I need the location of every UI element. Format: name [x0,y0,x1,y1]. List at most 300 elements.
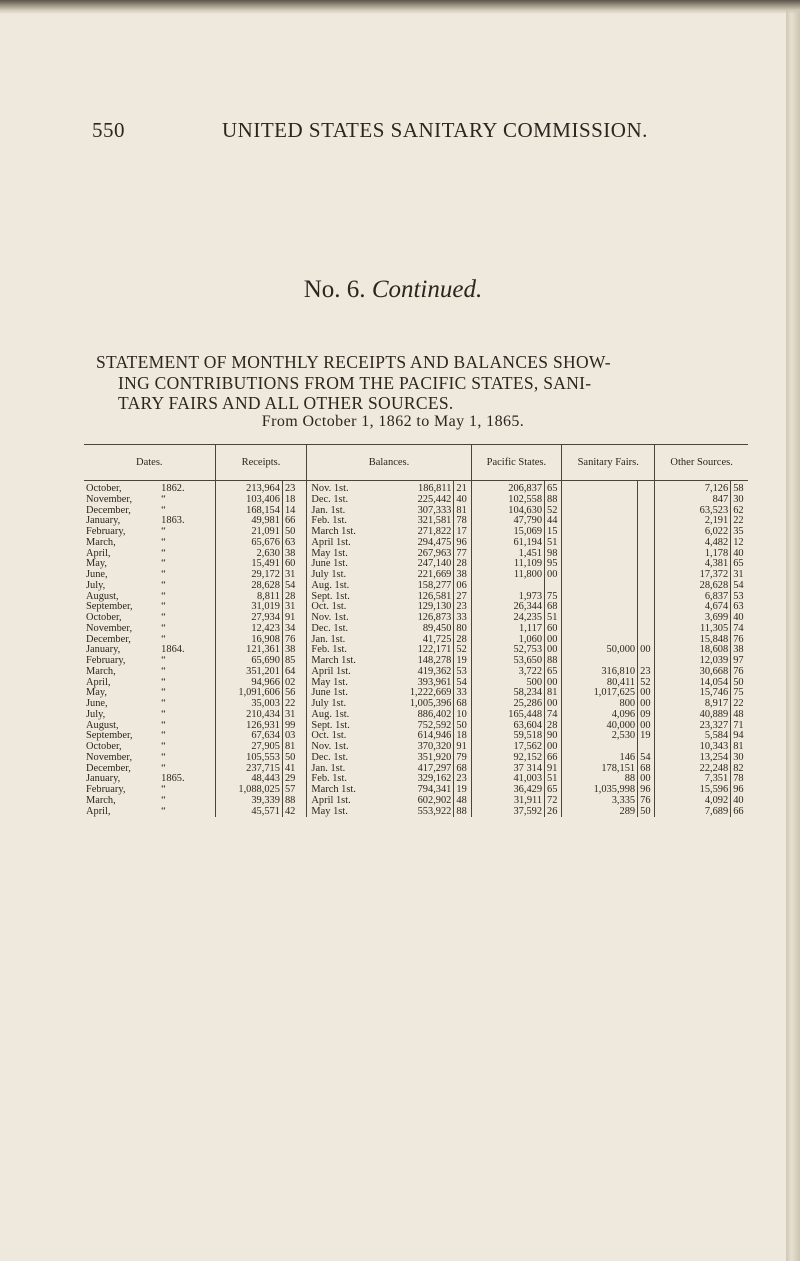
pacific-cents: 90 [545,731,562,742]
receipts-cents: 22 [282,699,299,710]
receipts-cents: 31 [282,602,299,613]
receipts-cents: 02 [282,678,299,689]
month-cell: June, [86,699,108,709]
table-row [84,645,748,656]
table-row [84,742,748,753]
receipts-cents: 18 [282,495,299,506]
pacific-dollars: 37,592 [471,807,544,818]
balance-cents: 27 [454,592,471,603]
pacific-cents: 60 [545,624,562,635]
month-cell: February, [86,785,126,795]
balance-dollars: 1,005,396 [409,699,452,709]
year-cell: “ [161,580,166,591]
year-cell: “ [161,656,166,666]
table-row [84,602,748,613]
balance-cents: 88 [454,807,471,818]
other-cents: 96 [731,785,748,796]
gap-cell [300,613,307,624]
balance-cents: 33 [454,688,471,699]
other-cents: 40 [731,796,748,807]
pacific-cents: 51 [545,538,562,549]
receipts-cents: 38 [282,645,299,656]
table-row [84,495,748,506]
receipts-dollars: 2,630 [215,549,282,560]
other-cents: 58 [731,481,748,495]
other-cents: 62 [731,506,748,517]
sanitary-cents: 09 [638,710,655,721]
section-title [0,276,786,304]
gap-cell [300,602,307,613]
gap-cell [300,481,307,495]
table-row [84,656,748,667]
balance-dollars: 126,873 [417,613,452,623]
year-cell: “ [161,548,166,559]
other-cents: 48 [731,710,748,721]
balance-dollars: 419,362 [417,666,452,677]
receipts-dollars: 39,339 [215,796,282,807]
gap-cell [300,721,307,732]
balance-dollars: 221,669 [417,570,452,580]
balance-dollars: 321,581 [417,516,452,527]
year-cell: “ [161,591,166,602]
other-cents: 30 [731,753,748,764]
other-cents: 97 [731,656,748,667]
other-dollars: 7,689 [655,807,731,818]
other-dollars: 4,092 [655,796,731,807]
other-cents: 76 [731,635,748,646]
receipts-dollars: 65,676 [215,538,282,549]
other-cents: 31 [731,570,748,581]
receipts-table [84,444,748,817]
year-cell: 1865. [161,774,185,785]
balance-date: June 1st. [307,688,380,699]
receipts-dollars: 15,491 [215,559,282,570]
other-dollars: 30,668 [655,667,731,678]
other-dollars: 15,848 [655,635,731,646]
pacific-dollars: 61,194 [471,538,544,549]
gap-cell [300,506,307,517]
other-dollars: 18,608 [655,645,731,656]
balance-date: Jan. 1st. [307,635,380,646]
pacific-cents: 91 [545,764,562,775]
sanitary-cents [638,481,655,495]
other-cents: 12 [731,538,748,549]
sanitary-cents: 00 [638,721,655,732]
year-cell: “ [161,806,166,817]
balance-date: July 1st. [307,570,380,581]
table-row [84,774,748,785]
sanitary-cents: 54 [638,753,655,764]
receipts-dollars: 45,571 [215,807,282,818]
balance-cents: 18 [454,731,471,742]
gap-cell [300,688,307,699]
gap-cell [199,527,215,538]
table-row [84,731,748,742]
sanitary-dollars [562,570,638,581]
balance-cents: 48 [454,796,471,807]
pacific-cents: 00 [545,742,562,753]
year-cell: “ [161,752,166,763]
other-cents: 76 [731,667,748,678]
balance-cents: 33 [454,613,471,624]
gap-cell [199,742,215,753]
gap-cell [300,624,307,635]
gap-cell [199,581,215,592]
receipts-dollars: 1,088,025 [215,785,282,796]
sanitary-cents [638,602,655,613]
balance-date: Sept. 1st. [307,721,380,732]
month-cell: September, [86,602,133,613]
receipts-cents: 88 [282,796,299,807]
year-cell: “ [161,570,166,580]
month-cell: April, [86,806,111,817]
pacific-dollars: 17,562 [471,742,544,753]
pacific-dollars: 102,558 [471,495,544,506]
balance-cents: 96 [454,538,471,549]
pacific-cents: 52 [545,506,562,517]
table-row [84,753,748,764]
receipts-dollars: 213,964 [215,481,282,495]
balance-date: Sept. 1st. [307,592,380,603]
sanitary-dollars [562,613,638,624]
gap-cell [300,742,307,753]
receipts-cents: 28 [282,592,299,603]
balance-cents: 28 [454,635,471,646]
sanitary-dollars: 316,810 [562,667,638,678]
receipts-dollars: 121,361 [215,645,282,656]
balance-cents: 80 [454,624,471,635]
pacific-dollars: 59,518 [471,731,544,742]
year-cell: “ [161,623,166,634]
date-range: From October 1, 1862 to May 1, 1865. [261,413,525,430]
balance-date: April 1st. [307,667,380,678]
receipts-cents: 23 [282,481,299,495]
sanitary-dollars: 146 [562,753,638,764]
pacific-cents: 00 [545,645,562,656]
pacific-cents: 66 [545,753,562,764]
balance-date: April 1st. [307,796,380,807]
pacific-cents: 65 [545,667,562,678]
other-dollars: 13,254 [655,753,731,764]
pacific-cents: 98 [545,549,562,560]
other-dollars: 17,372 [655,570,731,581]
pacific-dollars: 58,234 [471,688,544,699]
gap-cell [199,807,215,818]
sanitary-dollars [562,481,638,495]
balance-cents: 10 [454,710,471,721]
other-cents: 81 [731,742,748,753]
gap-cell [199,731,215,742]
year-cell: “ [161,795,166,806]
sanitary-cents [638,516,655,527]
month-cell: January, [86,645,121,656]
receipts-cents: 63 [282,538,299,549]
receipts-dollars: 35,003 [215,699,282,710]
pacific-cents: 88 [545,495,562,506]
sanitary-cents: 23 [638,667,655,678]
section-number: No. 6. [303,276,366,303]
month-cell: November, [86,623,133,634]
gap-cell [199,570,215,581]
month-cell: March, [86,795,116,806]
sanitary-dollars [562,516,638,527]
gap-cell [300,710,307,721]
balance-date: June 1st. [307,559,380,570]
other-cents: 22 [731,516,748,527]
receipts-cents: 41 [282,764,299,775]
month-cell: March, [86,537,116,548]
pacific-cents: 26 [545,807,562,818]
gap-cell [300,753,307,764]
month-cell: May, [86,688,107,699]
balance-date: Jan. 1st. [307,506,380,517]
table-row [84,667,748,678]
other-dollars: 4,482 [655,538,731,549]
pacific-cents [545,581,562,592]
other-dollars: 5,584 [655,731,731,742]
pacific-dollars: 1,973 [471,592,544,603]
receipts-dollars: 94,966 [215,678,282,689]
receipts-cents: 91 [282,613,299,624]
gap-cell [199,688,215,699]
gap-cell [199,721,215,732]
year-cell: “ [161,505,166,516]
table-header-row [84,445,748,481]
balance-date: Dec. 1st. [307,624,380,635]
receipts-dollars: 126,931 [215,721,282,732]
statement-line-1: STATEMENT OF MONTHLY RECEIPTS AND BALANCES SHOW- [96,352,611,372]
table-row [84,635,748,646]
table-row [84,549,748,560]
pacific-cents: 65 [545,785,562,796]
balance-dollars: 148,278 [417,656,452,666]
balance-dollars: 1,222,669 [409,688,452,699]
pacific-dollars: 92,152 [471,753,544,764]
pacific-dollars: 36,429 [471,785,544,796]
receipts-dollars: 12,423 [215,624,282,635]
other-cents: 50 [731,678,748,689]
balance-date: March 1st. [307,785,380,796]
gap-cell [300,807,307,818]
balance-date: May 1st. [307,807,380,818]
gap-cell [300,635,307,646]
other-dollars: 15,746 [655,688,731,699]
gap-cell [300,516,307,527]
sanitary-dollars [562,742,638,753]
balance-dollars: 89,450 [422,623,452,634]
other-dollars: 3,699 [655,613,731,624]
table-row [84,538,748,549]
year-cell: “ [161,688,166,699]
balance-dollars: 614,946 [417,731,452,742]
other-cents: 65 [731,559,748,570]
sanitary-dollars [562,656,638,667]
gap-cell [199,481,215,495]
gap-cell [199,774,215,785]
receipts-cents: 34 [282,624,299,635]
pacific-dollars: 104,630 [471,506,544,517]
balance-cents: 68 [454,699,471,710]
balance-date: Oct. 1st. [307,731,380,742]
other-dollars: 23,327 [655,721,731,732]
month-cell: April, [86,677,111,688]
pacific-cents: 00 [545,635,562,646]
sanitary-cents: 68 [638,764,655,775]
balance-date: Nov. 1st. [307,742,380,753]
other-dollars: 10,343 [655,742,731,753]
year-cell: 1864. [161,645,185,656]
pacific-dollars: 1,451 [471,549,544,560]
pacific-dollars: 1,060 [471,635,544,646]
sanitary-dollars: 4,096 [562,710,638,721]
sanitary-dollars [562,581,638,592]
receipts-dollars: 16,908 [215,635,282,646]
sanitary-dollars [562,538,638,549]
sanitary-dollars [562,495,638,506]
sanitary-dollars [562,602,638,613]
year-cell: “ [161,613,166,623]
pacific-cents: 00 [545,570,562,581]
balance-date: Feb. 1st. [307,516,380,527]
sanitary-cents [638,527,655,538]
sanitary-dollars [562,549,638,560]
sanitary-dollars [562,506,638,517]
sanitary-cents: 00 [638,699,655,710]
gap-cell [300,495,307,506]
month-cell: December, [86,505,131,516]
sanitary-cents: 52 [638,678,655,689]
sanitary-dollars: 40,000 [562,721,638,732]
sanitary-dollars: 178,151 [562,764,638,775]
month-cell: October, [86,483,122,494]
col-header-other-sources: Other Sources. [655,445,748,481]
balance-dollars: 307,333 [417,505,452,516]
receipts-dollars: 210,434 [215,710,282,721]
other-cents: 94 [731,731,748,742]
year-cell: “ [161,634,166,645]
year-cell: “ [161,720,166,731]
month-cell: September, [86,731,133,742]
other-cents: 75 [731,688,748,699]
balance-cents: 54 [454,678,471,689]
gap-cell [199,753,215,764]
pacific-cents: 81 [545,688,562,699]
sanitary-cents [638,506,655,517]
other-cents: 35 [731,527,748,538]
statement-heading [96,352,716,414]
col-header-dates: Dates. [84,445,215,481]
gap-cell [300,592,307,603]
other-dollars: 22,248 [655,764,731,775]
balance-cents: 19 [454,785,471,796]
continued-label: Continued. [371,276,483,303]
month-cell: March, [86,666,116,677]
balance-date: Jan. 1st. [307,764,380,775]
receipts-dollars: 67,634 [215,731,282,742]
pacific-dollars: 11,109 [471,559,544,570]
balance-dollars: 329,162 [417,774,452,785]
balance-date: March 1st. [307,527,380,538]
balance-dollars: 126,581 [417,591,452,602]
year-cell: “ [161,699,166,709]
statement-line-3: TARY FAIRS AND ALL OTHER SOURCES. [118,393,454,413]
other-dollars: 14,054 [655,678,731,689]
table-row [84,559,748,570]
balance-dollars: 417,297 [417,763,452,774]
pacific-cents: 00 [545,699,562,710]
year-cell: “ [161,527,166,537]
sanitary-cents: 50 [638,807,655,818]
month-cell: November, [86,752,133,763]
gap-cell [199,645,215,656]
pacific-dollars: 31,911 [471,796,544,807]
balance-cents: 17 [454,527,471,538]
gap-cell [199,635,215,646]
year-cell: “ [161,494,166,505]
other-cents: 74 [731,624,748,635]
other-dollars: 63,523 [655,506,731,517]
other-dollars: 15,596 [655,785,731,796]
col-header-balances: Balances. [307,445,471,481]
other-dollars: 4,674 [655,602,731,613]
receipts-cents: 38 [282,549,299,560]
balance-date: Aug. 1st. [307,581,380,592]
balance-dollars: 351,920 [417,752,452,763]
sanitary-dollars: 80,411 [562,678,638,689]
sanitary-cents: 96 [638,785,655,796]
gap-cell [199,613,215,624]
other-dollars: 28,628 [655,581,731,592]
balance-cents: 79 [454,753,471,764]
table-row [84,796,748,807]
table-row [84,688,748,699]
year-cell: “ [161,666,166,677]
receipts-cents: 29 [282,774,299,785]
pacific-cents: 51 [545,613,562,624]
year-cell: “ [161,742,166,752]
pacific-cents: 65 [545,481,562,495]
pacific-dollars: 26,344 [471,602,544,613]
balance-cents: 23 [454,602,471,613]
receipts-cents: 31 [282,710,299,721]
pacific-dollars: 165,448 [471,710,544,721]
gap-cell [300,656,307,667]
balance-cents: 19 [454,656,471,667]
balance-dollars: 294,475 [417,537,452,548]
table-row [84,592,748,603]
receipts-dollars: 49,981 [215,516,282,527]
month-cell: August, [86,720,119,731]
sanitary-cents: 00 [638,688,655,699]
sanitary-cents: 19 [638,731,655,742]
gap-cell [300,570,307,581]
balance-date: April 1st. [307,538,380,549]
gap-cell [300,774,307,785]
pacific-cents: 51 [545,774,562,785]
month-cell: January, [86,774,121,785]
table-row [84,764,748,775]
statement-line-2: ING CONTRIBUTIONS FROM THE PACIFIC STATES, SANI- [118,372,592,393]
pacific-dollars: 3,722 [471,667,544,678]
balance-dollars: 794,341 [417,785,452,795]
year-cell: “ [161,785,166,795]
year-cell: “ [161,677,166,688]
month-cell: February, [86,656,126,666]
balance-date: Oct. 1st. [307,602,380,613]
other-cents: 71 [731,721,748,732]
gap-cell [300,764,307,775]
sanitary-dollars [562,635,638,646]
